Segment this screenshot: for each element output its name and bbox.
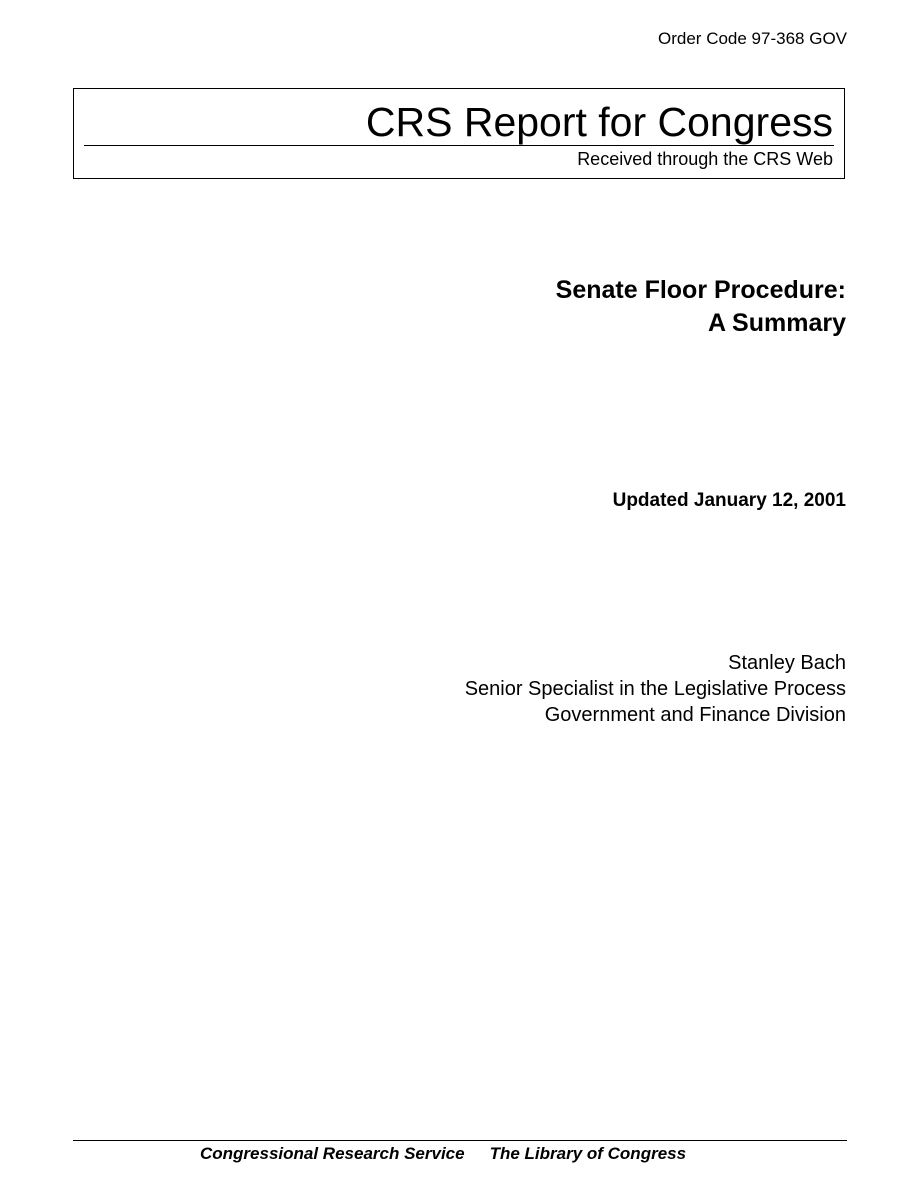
banner-subtitle: Received through the CRS Web bbox=[577, 149, 833, 169]
footer-divider bbox=[73, 1140, 847, 1141]
author-name: Stanley Bach bbox=[728, 652, 846, 674]
footer-crs: Congressional Research Service bbox=[200, 1144, 465, 1163]
updated-date: Updated January 12, 2001 bbox=[612, 490, 846, 511]
author-block bbox=[465, 650, 846, 728]
banner-divider bbox=[84, 145, 834, 146]
author-division: Government and Finance Division bbox=[544, 704, 846, 726]
report-title-line-1: Senate Floor Procedure: bbox=[555, 276, 846, 304]
footer bbox=[200, 1143, 686, 1165]
report-title bbox=[556, 274, 846, 340]
author-position: Senior Specialist in the Legislative Process bbox=[464, 678, 846, 700]
banner-title: CRS Report for Congress bbox=[365, 99, 833, 145]
order-code: Order Code 97-368 GOV bbox=[658, 29, 847, 48]
footer-library: The Library of Congress bbox=[489, 1144, 687, 1163]
report-title-line-2: A Summary bbox=[707, 309, 846, 337]
crs-banner bbox=[73, 88, 845, 179]
